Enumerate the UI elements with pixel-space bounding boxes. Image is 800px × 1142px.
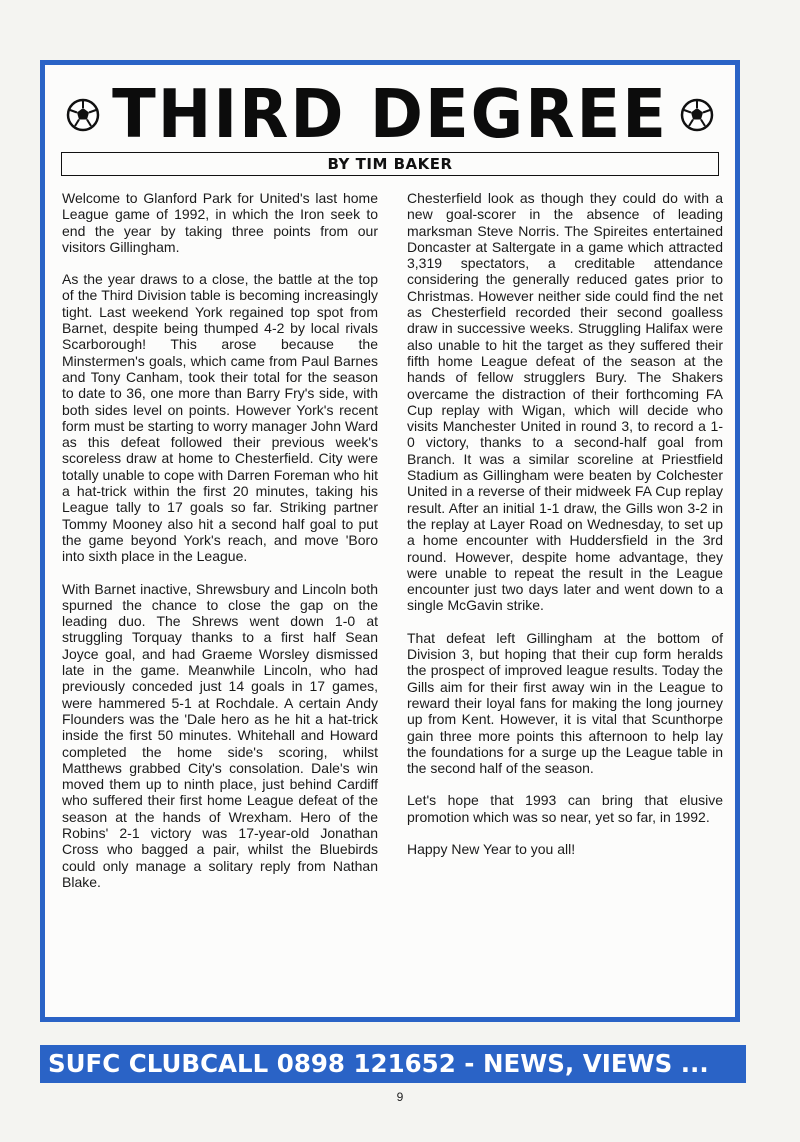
page-number: 9 [396,1090,404,1104]
title-row [53,73,727,157]
paragraph: That defeat left Gillingham at the bottom of Division 3, but hoping that their cup form heralds the prospect of improved league results. Today the Gills aim for their first away win in the League to reward their loyal fans for making the long journey up from Kent. However, it is vital that Scunthorpe gain three more points this afternoon to help lay the foundations for a surge up the League table in the second half of the season. [407,629,723,777]
paragraph: Chesterfield look as though they could do with a new goal-scorer in the absence of leading marksman Steve Norris. The Spireites entertained Doncaster at Saltergate in a game which attracted 3,319 spectators, a creditable attendance considering the generally reduced gates prior to Christmas. However neither side could find the net as Chesterfield recorded their second goalless draw in successive weeks. Struggling Halifax were also unable to hit the target as they suffered their fifth home League defeat of the season at the hands of fellow strugglers Bury. The Shakers overcame the distraction of their forthcoming FA Cup replay with Wigan, which will decide who visits Manchester United in round 3, to record a 1-0 victory, thanks to a second-half goal from Branch. It was a similar scoreline at Priestfield Stadium as Gillingham were beaten by Colchester United in a reverse of their midweek FA Cup replay result. After an initial 1-1 draw, the Gills won 3-2 in the replay at Layer Road on Wednesday, to set up a home encounter with Huddersfield in the 3rd round. However, despite home advantage, they were unable to repeat the result in the League encounter just two days later and went down to a single McGavin strike. [407,190,723,614]
paragraph: Happy New Year to you all! [407,840,576,857]
paragraph: Welcome to Glanford Park for United's last home League game of 1992, in which the Iron seek to end the year by taking three points from our visitors Gillingham. [62,190,378,255]
clubcall-banner: SUFC CLUBCALL 0898 121652 - NEWS, VIEWS ... [40,1045,746,1083]
right-column [407,190,723,873]
paragraph: Let's hope that 1993 can bring that elusive promotion which was so near, yet so far, in 1992. [407,792,723,825]
byline: BY TIM BAKER [61,152,719,176]
left-column [62,190,378,906]
article-frame [40,60,740,1022]
paragraph: With Barnet inactive, Shrewsbury and Lincoln both spurned the chance to close the gap on the leading duo. The Shrews went down 1-0 at struggling Torquay thanks to a first half Sean Joyce goal, and had Graeme Worsley dismissed late in the game. Meanwhile Lincoln, who had previously conceded just 14 goals in 17 games, were hammered 5-1 at Rochdale. A certain Andy Flounders was the 'Dale hero as he hit a hat-trick inside the first 50 minutes. Whitehall and Howard completed the home side's scoring, whilst Matthews grabbed City's consolation. Dale's win moved them up to ninth place, just behind Cardiff who suffered their first home League defeat of the season at the hands of Wrexham. Hero of the Robins' 2-1 victory was 17-year-old Jonathan Cross who bagged a pair, whilst the Bluebirds could only manage a solitary reply from Nathan Blake. [62,580,378,890]
football-icon [66,98,100,132]
paragraph: As the year draws to a close, the battle at the top of the Third Division table is becoming increasingly tight. Last weekend York regained top spot from Barnet, despite being thumped 4-2 by local rivals Scarborough! This arose because the Minstermen's goals, which came from Paul Barnes and Tony Canham, took their total for the season to date to 36, one more than Barry Fry's side, with both sides level on points. However York's recent form must be starting to worry manager John Ward as this defeat followed their previous week's scoreless draw at home to Chesterfield. City were totally unable to cope with Darren Foreman who hit a hat-trick within the first 20 minutes, taking his League tally to 17 goals so far. Striking partner Tommy Mooney also hit a second half goal to put the game beyond York's reach, and move 'Boro into sixth place in the League. [62,271,378,565]
football-icon [680,98,714,132]
article-title: THIRD DEGREE [112,76,668,154]
